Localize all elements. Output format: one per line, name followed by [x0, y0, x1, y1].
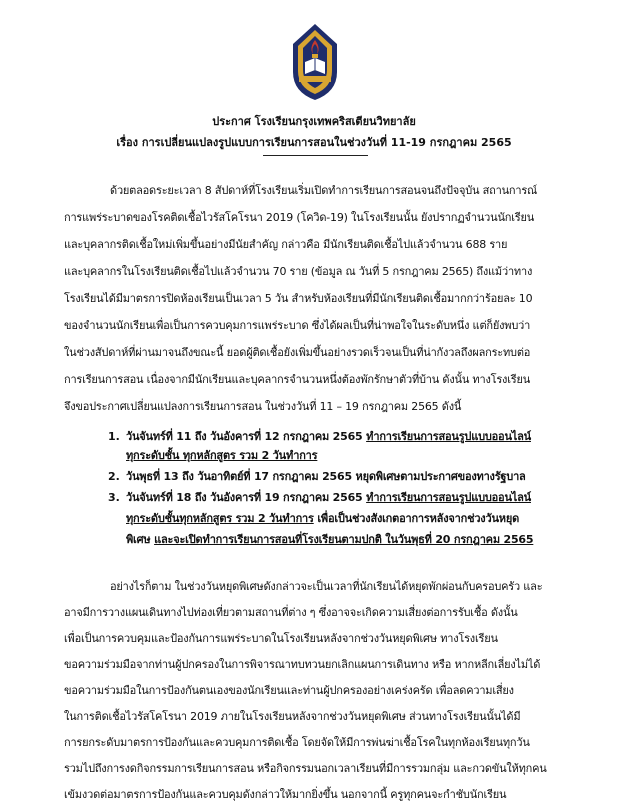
paragraph2-line: ขอความร่วมมือในการป้องกันตนเองของนักเรียนและท่านผู้ปกครองอย่างเคร่งครัด เพื่อลดความเสี่ยง	[64, 684, 514, 697]
paragraph2-line: ขอความร่วมมือจากท่านผู้ปกครองในการพิจารณาทบทวนยกเลิกแผนการเดินทาง หรือ หากหลีกเลี่ยงไม่ได้	[64, 658, 541, 671]
paragraph2-line: รวมไปถึงการงดกิจกรรมการเรียนการสอน หรือกิจกรรมนอกเวลาเรียนที่มีการรวมกลุ่ม และกวดขันให้ทุกคน	[64, 762, 547, 775]
school-emblem-icon	[289, 22, 341, 102]
list-item	[126, 533, 533, 547]
paragraph1-line: และบุคลากรติดเชื้อใหม่เพิ่มขึ้นอย่างมีนัยสำคัญ กล่าวคือ มีนักเรียนติดเชื้อไปแล้วจำนวน 688 ราย	[64, 238, 508, 251]
paragraph2-line: อาจมีการวางแผนเดินทางไปท่องเที่ยวตามสถานที่ต่าง ๆ ซึ่งอาจจะเกิดความเสี่ยงต่อการรับเชื้อ ดังนั้น	[64, 606, 518, 619]
item-1-online-notice: ทำการเรียนการสอนรูปแบบออนไลน์	[366, 430, 531, 443]
paragraph1-line: และบุคลากรในโรงเรียนติดเชื้อไปแล้วจำนวน 70 ราย (ข้อมูล ณ วันที่ 5 กรกฎาคม 2565) ถึงแม้ว่าทาง	[64, 265, 533, 278]
paragraph2-line: อย่างไรก็ตาม ในช่วงวันหยุดพิเศษดังกล่าวจะเป็นเวลาที่นักเรียนได้หยุดพักผ่อนกับครอบครัว และ	[110, 580, 543, 593]
list-item-number: 3.	[108, 491, 120, 504]
announcement-subject: เรื่อง การเปลี่ยนแปลงรูปแบบการเรียนการสอนในช่วงวันที่ 11-19 กรกฎาคม 2565	[116, 136, 512, 149]
list-item-number: 2.	[108, 470, 120, 483]
paragraph2-line: ในการติดเชื้อไวรัสโคโรนา 2019 ภายในโรงเรียนหลังจากช่วงวันหยุดพิเศษ ส่วนทางโรงเรียนนั้นได้มี	[64, 710, 521, 723]
list-item	[126, 491, 531, 505]
announcement-title: ประกาศ โรงเรียนกรุงเทพคริสเตียนวิทยาลัย	[212, 115, 416, 128]
item-3-reopen-notice: และจะเปิดทำการเรียนการสอนที่โรงเรียนตามปกติ ในวันพุธที่ 20 กรกฎาคม 2565	[154, 533, 534, 546]
paragraph2-line: เข้มงวดต่อมาตรการป้องกันและควบคุมดังกล่าวให้มากยิ่งขึ้น นอกจากนี้ ครูทุกคนจะกำชับนักเรียน	[64, 788, 507, 801]
paragraph1-line: ในช่วงสัปดาห์ที่ผ่านมาจนถึงขณะนี้ ยอดผู้ติดเชื้อยังเพิ่มขึ้นอย่างรวดเร็วจนเป็นที่น่ากังวลถึงผลกระทบต่อ	[64, 346, 531, 359]
paragraph1-line: ด้วยตลอดระยะเวลา 8 สัปดาห์ที่โรงเรียนเริ่มเปิดทำการเรียนการสอนจนถึงปัจจุบัน สถานการณ์	[110, 184, 538, 197]
item-1-dates: วันจันทร์ที่ 11 ถึง วันอังคารที่ 12 กรกฎาคม 2565	[126, 430, 367, 443]
item-1-scope: ทุกระดับชั้น ทุกหลักสูตร รวม 2 วันทำการ	[126, 449, 318, 462]
item-3-scope: ทุกระดับชั้นทุกหลักสูตร รวม 2 วันทำการ	[126, 512, 314, 525]
item-3-special: พิเศษ	[126, 533, 155, 546]
list-item	[126, 430, 531, 444]
paragraph2-line: เพื่อเป็นการควบคุมและป้องกันการแพร่ระบาดในโรงเรียนหลังจากช่วงวันหยุดพิเศษ ทางโรงเรียน	[64, 632, 498, 645]
paragraph1-line: โรงเรียนได้มีมาตรการปิดห้องเรียนเป็นเวลา 5 วัน สำหรับห้องเรียนที่มีนักเรียนติดเชื้อมากกว่าร้อยละ 10	[64, 292, 533, 305]
title-divider	[263, 155, 368, 156]
paragraph1-line: จึงขอประกาศเปลี่ยนแปลงการเรียนการสอน ในช่วงวันที่ 11 – 19 กรกฎาคม 2565 ดังนี้	[64, 400, 462, 413]
item-3-dates: วันจันทร์ที่ 18 ถึง วันอังคารที่ 19 กรกฎาคม 2565	[126, 491, 367, 504]
list-item-number: 1.	[108, 430, 120, 443]
paragraph1-line: การแพร่ระบาดของโรคติดเชื้อไวรัสโคโรนา 2019 (โควิด-19) ในโรงเรียนนั้น ยังปรากฏจำนวนนักเรียน	[64, 211, 535, 224]
item-3-online-notice: ทำการเรียนการสอนรูปแบบออนไลน์	[366, 491, 531, 504]
paragraph1-line: ของจำนวนนักเรียนเพื่อเป็นการควบคุมการแพร่ระบาด ซึ่งได้ผลเป็นที่น่าพอใจในระดับหนึ่ง แต่ก็ยังพบว่า	[64, 319, 531, 332]
item-3-observation: เพื่อเป็นช่วงสังเกตอาการหลังจากช่วงวันหยุด	[313, 512, 520, 525]
item-2-holiday: วันพุธที่ 13 ถึง วันอาทิตย์ที่ 17 กรกฎาคม 2565 หยุดพิเศษตามประกาศของทางรัฐบาล	[126, 470, 526, 483]
paragraph1-line: การเรียนการสอน เนื่องจากมีนักเรียนและบุคลากรจำนวนหนึ่งต้องพักรักษาตัวที่บ้าน ดังนั้น ทางโรงเรียน	[64, 373, 531, 386]
paragraph2-line: การยกระดับมาตรการป้องกันและควบคุมการติดเชื้อ โดยจัดให้มีการพ่นฆ่าเชื้อโรคในทุกห้องเรียนทุกวัน	[64, 736, 530, 749]
list-item	[126, 512, 519, 526]
